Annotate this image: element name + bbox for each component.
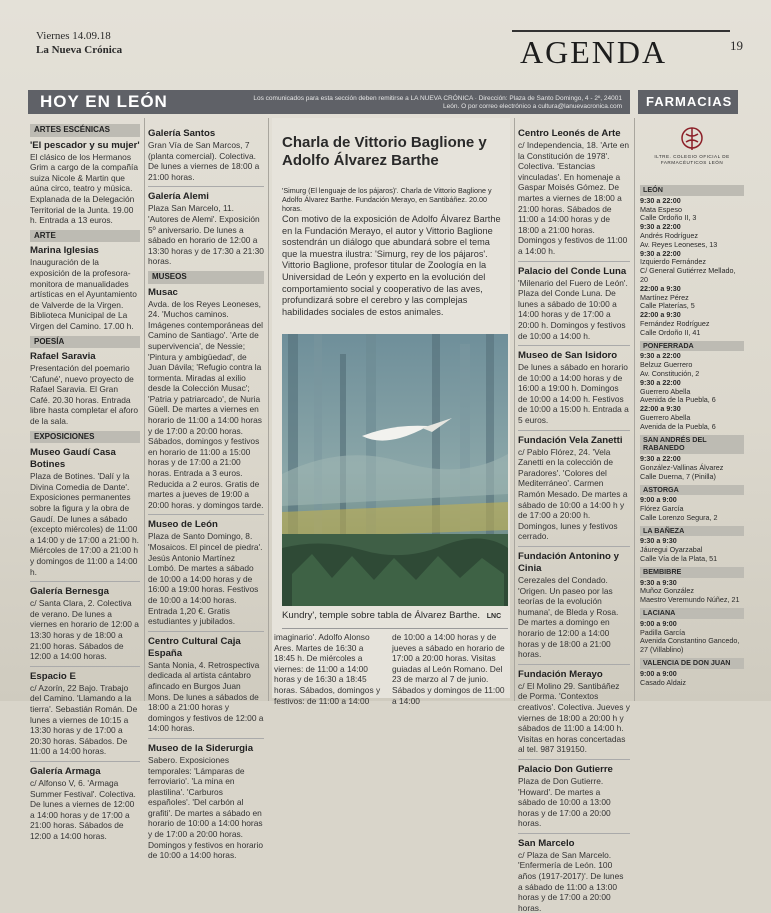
entry-title: Galería Armaga xyxy=(30,765,101,777)
pharmacy-detail: Andrés Rodríguez xyxy=(640,230,698,240)
page-number: 19 xyxy=(730,38,743,53)
entry-body: c/ Pablo Flórez, 24. 'Vela Zanetti en la colección de Paradores'. 'Colores del Mediterráneo'. Carmen Ramón Mesado. De martes a sábado de 10:00 a 14:00 h y de 17:00 a 20:00 h. Domingos, lunes y festivos cerrado. xyxy=(518,446,628,542)
pharmacy-hours: 9:30 a 22:00 xyxy=(640,248,681,258)
photo-caption xyxy=(282,610,508,623)
artwork-image xyxy=(282,334,508,606)
entry-separator xyxy=(518,664,630,665)
pharmacy-detail: Avenida de la Puebla, 6 xyxy=(640,395,716,405)
pharmacy-detail: Fernández Rodríguez xyxy=(640,318,710,328)
pharmacy-hours: 9:00 a 9:00 xyxy=(640,495,677,505)
entry-body: Avda. de los Reyes Leoneses, 24. 'Muchos caminos. Imágenes contemporáneas del Camino de Santiago'. 'Arte de supervivencia', de Nessie; 'Pintura y ambigüedad', de Juan Dávila; 'Refugio contra la tormenta. Miradas al exilio desde la Colección Musac'; 'Patria y patriarcado', de Nuria Güell. De martes a viernes en horario de 11:00 a 14:00 horas y de 17:00 a 20:00 horas. Sábados, domingos y festivos en horario de 11:00 a 15:00 horas y de 17:00 a 21:00 horas. Entrada a 3 euros. Reducida a 2 euros. Gratis de martes a jueves de 19:00 a 20:00 horas. y domingos tarde. xyxy=(148,298,264,510)
feature-separator xyxy=(282,628,508,629)
continued-text: imaginario'. Adolfo Alonso Ares. Martes de 16:30 a 18:45 h. De miércoles a viernes: de 11:00 a 14:00 horas y de 16:30 a 18:45 horas. Sábados, domingos y festivos: de 11:00 a 14:00 xyxy=(274,632,381,706)
entry-title: Museo de la Siderurgia xyxy=(148,742,254,754)
column-3 xyxy=(518,120,630,913)
pharmacy-detail: González-Vallinas Álvarez xyxy=(640,462,724,472)
section-label: ARTES ESCÉNICAS xyxy=(30,124,140,137)
entry-body: Inauguración de la exposición de la profesora-monitora de manualidades artísticas en el Ayuntamiento de Valverde de la Virgen. Biblioteca Municipal de La Virgen del Camino. 17.00 h. xyxy=(30,257,137,331)
pharmacy-detail: C/ General Gutiérrez Mellado, 20 xyxy=(640,266,736,284)
section-label: ARTE xyxy=(30,230,140,243)
entry-title: Musac xyxy=(148,286,178,298)
section-label: EXPOSICIONES xyxy=(30,431,140,444)
entry-title: Museo de San Isidoro xyxy=(518,350,618,362)
entry-body: c/ Azorín, 22 Bajo. Trabajo del Camino. 'Llamando a la tierra'. Sebastián Román. De lunes a viernes de 10:15 a 13:30 horas y de 17:00 a 20:30 horas. Sábados. De 11:00 a 14:00 horas. xyxy=(30,682,138,757)
entry-body: c/ El Molino 29. Santibáñez de Porma. 'Contextos creativos'. Colectiva. Jueves y viernes de 18:00 a 20:00 h y sábados de 11:00 a 14:00 h. Visitas en horas concertadas al tel. 987 319150. xyxy=(518,680,630,755)
entry-body: Gran Vía de San Marcos, 7 (planta comercial). Colectiva. De lunes a viernes de 18:00 a 21:00 horas. xyxy=(148,140,260,182)
pharmacy-location: LA BAÑEZA xyxy=(640,526,744,537)
pharmacy-hours: 22:00 a 9:30 xyxy=(640,283,681,293)
entry-separator xyxy=(518,759,630,760)
entry-title: San Marcelo xyxy=(518,837,575,849)
entry-separator xyxy=(518,833,630,834)
continued-text-left xyxy=(274,632,386,706)
pharmacy-location: BEMBIBRE xyxy=(640,567,744,578)
pharmacy-block-donjuan xyxy=(640,658,744,687)
pharmacy-detail: Calle Duerna, 7 (Pinilla) xyxy=(640,471,716,481)
feature-subtitle: 'Simurg (El lenguaje de los pájaros)'. Charla de Vittorio Baglione y Adolfo Álvarez Barthe. Fundación Merayo, en Santibáñez. 20.00 horas. xyxy=(282,186,492,213)
entry-separator xyxy=(518,546,630,547)
entry-title: Galería Alemi xyxy=(148,191,209,203)
pharmacy-location: LEÓN xyxy=(640,185,744,196)
column-1 xyxy=(30,120,140,841)
entry-separator xyxy=(30,581,140,582)
entry-title: Museo de León xyxy=(148,519,218,531)
pharmacy-college-logo xyxy=(644,124,740,178)
entry-separator xyxy=(148,738,264,739)
pharmacy-location: ASTORGA xyxy=(640,485,744,496)
pharmacy-hours: 9:00 a 9:00 xyxy=(640,668,677,678)
entry-body: Plaza de Santo Domingo, 8. 'Mosaicos. El pincel de piedra'. Jesús Antonio Martínez Lombó. De martes a sábado de 10:00 a 14:00 horas y de 16:00 a 19:00 horas. Festivos de 10:00 a 14:00 horas. Entrada 1,20 €. Gratis estudiantes y jubilados. xyxy=(148,531,263,627)
pharmacy-detail: Calle Vía de la Plata, 51 xyxy=(640,554,718,564)
pharmacy-detail: Martínez Pérez xyxy=(640,292,689,302)
column-divider xyxy=(144,118,145,701)
column-2 xyxy=(148,120,264,861)
entry-separator xyxy=(30,666,140,667)
pharmacy-location: PONFERRADA xyxy=(640,341,744,352)
pharmacy-hours: 9:30 a 22:00 xyxy=(640,454,681,464)
pharmacy-detail: Calle Ordoño II, 41 xyxy=(640,327,701,337)
entry-title: Museo Gaudí Casa Botines xyxy=(30,447,116,471)
pharmacy-location: SAN ANDRÉS DEL RABANEDO xyxy=(640,435,744,455)
entry-title: Centro Leonés de Arte xyxy=(518,128,621,139)
pharmacy-hours: 9:30 a 22:00 xyxy=(640,195,681,205)
photo-credit: LNC xyxy=(486,613,502,620)
pharmacy-detail: Calle Platerías, 5 xyxy=(640,301,695,311)
section-title: AGENDA xyxy=(520,34,668,70)
pharmacy-location: VALENCIA DE DON JUAN xyxy=(640,658,744,669)
entry-separator xyxy=(148,631,264,632)
band-title: HOY EN LEÓN xyxy=(40,92,168,111)
entry-body: El clásico de los Hermanos Grim a cargo de la compañía suiza Nicole & Martin que aúna circo, teatro y música. Explanada de la Delegación Territorial de la Junta. 19.00 h. Entrada a 13 euros. xyxy=(30,151,138,226)
entry-title: Fundación Merayo xyxy=(518,668,603,680)
pharmacy-hours: 22:00 a 9:30 xyxy=(640,404,681,414)
pharmacy-detail: Belzuz Guerrero xyxy=(640,360,693,370)
newspaper-name: La Nueva Crónica xyxy=(36,44,123,56)
column-divider xyxy=(514,118,515,701)
entry-separator xyxy=(148,186,264,187)
pharmacy-location: LACIANA xyxy=(640,608,744,619)
entry-body: Santa Nonia, 4. Retrospectiva dedicada al artista cántabro afincado en Burgos Juan Mons. De lunes a sábados de 18:00 a 21:00 horas y domingos y festivos de 12:00 a 14:00 horas. xyxy=(148,659,264,734)
entry-body: Cerezales del Condado. 'Origen. Un paseo por las teorías de la evolución humana', de Bleda y Rosa. De martes a domingo en horario de 12:00 a 14:00 horas y de 18:00 a 21:00 horas. xyxy=(518,575,619,660)
farmacias-title: FARMACIAS xyxy=(646,94,733,109)
pharmacy-hours: 9:30 a 22:00 xyxy=(640,222,681,232)
entry-body: Plaza de Botines. 'Dalí y la Divina Comedia de Dante'. Exposiciones permanentes sobre la figura y la obra de Gaudí. De lunes a sábado (excepto miércoles) de 11:00 a 14:00 y de 17:00 a 21:00 h. Miércoles de 17:00 a 21:00 h y domingos de 11:00 a 14:00 h. xyxy=(30,471,139,577)
pharmacy-hours: 9:30 a 22:00 xyxy=(640,351,681,361)
entry-body: Sabero. Exposiciones temporales: 'Lámparas de ferroviario'. 'La mina en plastilina'. 'Carburos españoles'. 'Del carbón al grafiti'. De martes a sábado en horario de 10:00 a 14:00 horas y de 17:00 a 20:00 horas. Domingos y festivos en horario de 10:00 a 14:00 horas. xyxy=(148,754,263,861)
entry-separator xyxy=(518,430,630,431)
entry-separator xyxy=(518,261,630,262)
pharmacy-hours: 9:30 a 9:30 xyxy=(640,536,677,546)
entry-separator xyxy=(30,761,140,762)
entry-title: Marina Iglesias xyxy=(30,245,99,257)
pharmacy-detail: Calle Lorenzo Segura, 2 xyxy=(640,512,718,522)
entry-title: Galería Santos xyxy=(148,128,216,139)
entry-body: c/ Plaza de San Marcelo. 'Enfermería de León. 100 años (1917-2017)'. De lunes a sábado de 11:00 a 13:00 horas y de 17:00 a 20:00 horas. xyxy=(518,849,624,913)
pharmacy-block-ponferrada xyxy=(640,341,744,432)
band-info: Los comunicados para esta sección deben remitirse a LA NUEVA CRÓNICA · Dirección: Plaza de Santo Domingo, 4 - 2º, 24001 León. O por correo electrónico a cultura@lanuevacronica.com xyxy=(253,95,622,110)
entry-title: Rafael Saravia xyxy=(30,351,96,363)
column-divider xyxy=(268,118,269,701)
entry-title: Fundación Vela Zanetti xyxy=(518,434,623,446)
pharmacy-detail: Muñoz González xyxy=(640,586,694,596)
continued-text-right xyxy=(392,632,508,706)
entry-body: Plaza de Don Gutierre. 'Howard'. De martes a sábado de 10:00 a 13:00 horas y de 17:00 a 20:00 horas. xyxy=(518,775,611,829)
pharmacy-block-leon xyxy=(640,185,744,338)
pharmacy-detail: Izquierdo Fernández xyxy=(640,257,706,267)
entry-title: 'El pescador y su mujer' xyxy=(30,139,140,151)
pharmacy-detail: Calle Ordoño II, 3 xyxy=(640,213,697,223)
pharmacy-block-laciana xyxy=(640,608,744,655)
pharmacy-detail: Padilla García xyxy=(640,627,686,637)
pharmacy-block-rabanedo xyxy=(640,435,744,482)
section-label: MUSEOS xyxy=(148,271,264,284)
pharmacy-detail: Avenida Constantino Gancedo, 27 (Villablino) xyxy=(640,636,740,655)
caduceus-icon xyxy=(644,124,740,178)
entry-body: De lunes a sábado en horario de 10:00 a 14:00 horas y de 16:00 a 19:00 h. Domingos de 10:00 a 14:00 h. Festivos de 10:00 a 15:00 h. Entrada a 5 euros. xyxy=(518,362,629,426)
column-divider xyxy=(634,118,635,701)
pharmacy-block-bembibre xyxy=(640,567,744,605)
entry-body: c/ Alfonso V, 6. 'Armaga Summer Festival'. Colectiva. De lunes a viernes de 12:00 a 14:00 horas y de 17:00 a 21:00 horas. Sábados de 12:00 a 14:00 horas. xyxy=(30,777,136,841)
pharmacy-detail: Av. Constitución, 2 xyxy=(640,368,700,378)
pharmacy-detail: Mata Espeso xyxy=(640,204,682,214)
entry-title: Galería Bernesga xyxy=(30,586,109,598)
entry-title: Palacio Don Gutierre xyxy=(518,763,613,775)
page-date: Viernes 14.09.18 xyxy=(36,30,111,42)
pharmacy-list xyxy=(640,182,744,687)
entry-body: c/ Santa Clara, 2. Colectiva de verano. De lunes a viernes en horario de 12:00 a 13:30 horas y de 18:00 a 21:00 horas. Sábados de 12:00 a 14:00 horas. xyxy=(30,598,139,662)
artwork-photo xyxy=(282,334,508,606)
pharmacy-hours: 9:00 a 9:00 xyxy=(640,618,677,628)
entry-body: Presentación del poemario 'Cafuné', nuevo proyecto de Rafael Saravia. El Gran Café. 20.30 horas. Entrada libre hasta completar el aforo de la sala. xyxy=(30,363,138,427)
entry-title: Fundación Antonino y Cinia xyxy=(518,551,619,574)
caption-text: Kundry', temple sobre tabla de Álvarez Barthe. xyxy=(282,610,481,621)
section-label: POESÍA xyxy=(30,336,140,349)
pharmacy-hours: 9:30 a 22:00 xyxy=(640,377,681,387)
entry-title: Palacio del Conde Luna xyxy=(518,265,627,277)
entry-body: Plaza San Marcelo, 11. 'Autores de Alemi'. Exposición 5º aniversario. De lunes a sábado en horario de 12:00 a 13:30 horas y de 17:30 a 21:30 horas. xyxy=(148,203,264,267)
entry-body: 'Milenario del Fuero de León'. Plaza del Conde Luna. De lunes a sábado de 10:00 a 14:00 horas y de 17:00 a 20:00 h. Domingos y festivos de 10:00 a 14:00 h. xyxy=(518,277,628,341)
pharmacy-hours: 9:30 a 9:30 xyxy=(640,577,677,587)
entry-title: Centro Cultural Caja España xyxy=(148,635,241,659)
pharmacy-detail: Guerrero Abella xyxy=(640,412,691,422)
pharmacy-block-baneza xyxy=(640,526,744,564)
logo-text: ILTRE. COLEGIO OFICIAL DE FARMACÉUTICOS LEÓN xyxy=(654,154,730,165)
entry-body: c/ Independencia, 18. 'Arte en la Constitución de 1978'. Colectiva. 'Estancias vinculadas'. En homenaje a Gaspar Moisés Gómez. De martes a viernes de 18:00 a 21:00 horas. Sábados de 11:00 a 14:00 horas y de 18:00 a 21:00 horas. Domingos y festivos de 11:00 a 14:00 h. xyxy=(518,140,630,256)
pharmacy-detail: Avenida de la Puebla, 6 xyxy=(640,421,716,431)
pharmacy-block-astorga xyxy=(640,485,744,523)
entry-separator xyxy=(518,345,630,346)
pharmacy-detail: Jáuregui Oyarzabal xyxy=(640,545,703,555)
pharmacy-detail: Av. Reyes Leoneses, 13 xyxy=(640,239,718,249)
feature-body: Con motivo de la exposición de Adolfo Álvarez Barthe en la Fundación Merayo, el autor y Vittorio Baglione sostendrán un diálogo que abundará sobre el tema que la muestra ilustra: 'Simurg, rey de los pájaros'. Vittorio Baglione, profesor titular de Zoología en la Universidad de León y experto en la evolución del comportamiento social y cooperativo de las aves, profundizará sobre el cerebro y las complejas habilidades sociales de estos animales. xyxy=(282,214,501,317)
pharmacy-detail: Casado Aldaiz xyxy=(640,677,686,687)
pharmacy-detail: Maestro Veremundo Núñez, 21 xyxy=(640,595,740,605)
pharmacy-detail: Guerrero Abella xyxy=(640,386,691,396)
pharmacy-hours: 22:00 a 9:30 xyxy=(640,310,681,320)
continued-text: de 10:00 a 14:00 horas y de jueves a sábado en horario de 17:00 a 20:00 horas. Visitas guiadas al León Romano. Del 23 de marzo al 7 de junio. Sábados y domingos de 11:00 a 14:00 xyxy=(392,632,505,706)
entry-separator xyxy=(148,514,264,515)
feature-title: Charla de Vittorio Baglione y Adolfo Álvarez Barthe xyxy=(282,134,487,169)
entry-title: Espacio E xyxy=(30,670,76,682)
pharmacy-detail: Flórez García xyxy=(640,504,684,514)
